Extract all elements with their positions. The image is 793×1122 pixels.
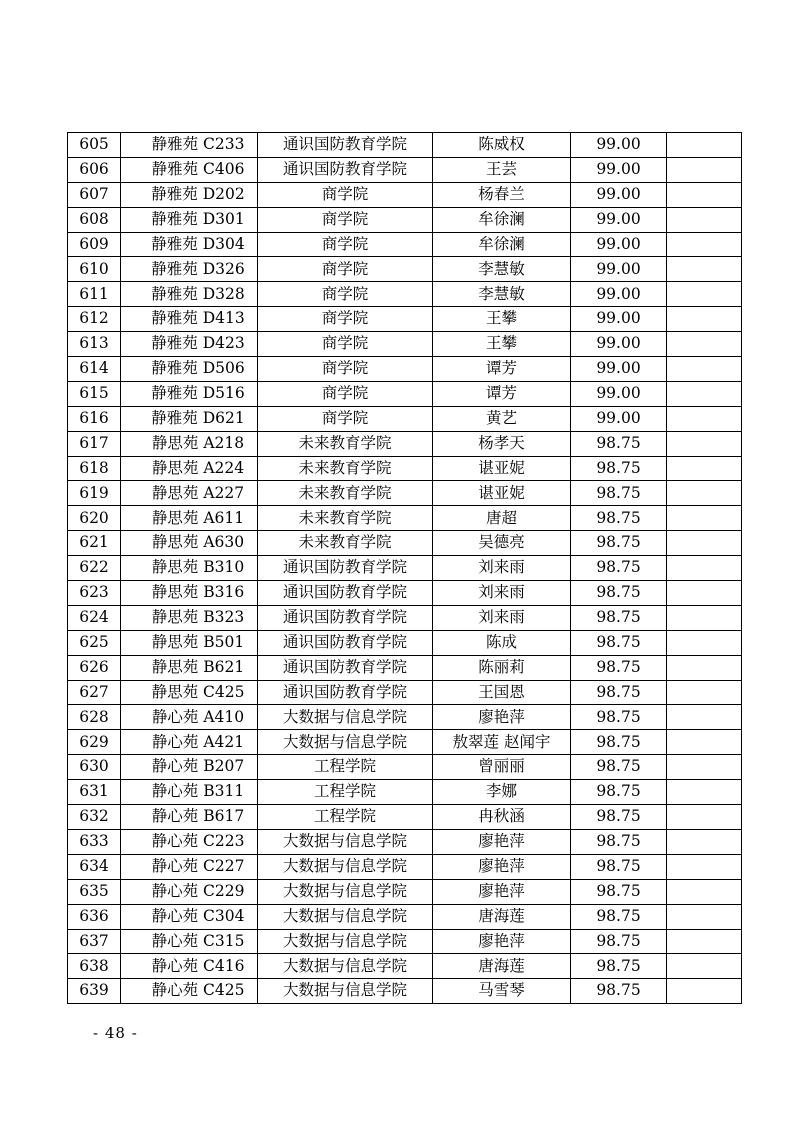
cell-person-name: 唐超 [433,506,571,531]
cell-dorm-room: 静心苑 B617 [121,805,258,830]
cell-score: 98.75 [571,929,667,954]
cell-number: 605 [68,133,121,158]
table-row [68,456,742,481]
cell-dorm-room: 静雅苑 C233 [121,133,258,158]
cell-college: 商学院 [258,406,433,431]
cell-score: 99.00 [571,182,667,207]
cell-dorm-room: 静思苑 A611 [121,506,258,531]
cell-note [667,780,742,805]
cell-dorm-room: 静思苑 B316 [121,581,258,606]
cell-dorm-room: 静雅苑 D304 [121,232,258,257]
cell-score: 99.00 [571,357,667,382]
table-row [68,232,742,257]
cell-number: 616 [68,406,121,431]
table-row [68,954,742,979]
cell-dorm-room: 静思苑 B621 [121,655,258,680]
table-row [68,780,742,805]
cell-person-name: 廖艳萍 [433,854,571,879]
cell-dorm-room: 静心苑 A421 [121,730,258,755]
cell-college: 商学院 [258,381,433,406]
cell-score: 99.00 [571,157,667,182]
cell-college: 工程学院 [258,755,433,780]
cell-dorm-room: 静思苑 C425 [121,680,258,705]
cell-college: 通识国防教育学院 [258,157,433,182]
cell-note [667,456,742,481]
cell-score: 98.75 [571,581,667,606]
cell-dorm-room: 静心苑 C223 [121,829,258,854]
cell-score: 99.00 [571,282,667,307]
cell-dorm-room: 静心苑 A410 [121,705,258,730]
cell-note [667,829,742,854]
cell-person-name: 敖翠莲 赵闻宇 [433,730,571,755]
cell-score: 98.75 [571,979,667,1004]
cell-number: 607 [68,182,121,207]
cell-score: 98.75 [571,431,667,456]
cell-note [667,182,742,207]
cell-score: 98.75 [571,456,667,481]
cell-person-name: 唐海莲 [433,954,571,979]
cell-score: 98.75 [571,680,667,705]
cell-number: 619 [68,481,121,506]
cell-score: 99.00 [571,257,667,282]
cell-number: 630 [68,755,121,780]
table-row [68,182,742,207]
cell-person-name: 陈威权 [433,133,571,158]
cell-college: 大数据与信息学院 [258,929,433,954]
page-number: - 48 - [93,1024,138,1042]
cell-person-name: 廖艳萍 [433,829,571,854]
cell-number: 609 [68,232,121,257]
cell-college: 大数据与信息学院 [258,954,433,979]
cell-score: 98.75 [571,829,667,854]
cell-note [667,954,742,979]
cell-number: 634 [68,854,121,879]
cell-score: 98.75 [571,854,667,879]
cell-number: 637 [68,929,121,954]
cell-number: 635 [68,879,121,904]
cell-note [667,431,742,456]
table-row [68,257,742,282]
cell-number: 614 [68,357,121,382]
table-row [68,655,742,680]
cell-college: 通识国防教育学院 [258,133,433,158]
cell-person-name: 李娜 [433,780,571,805]
cell-dorm-room: 静思苑 A630 [121,531,258,556]
table-row [68,531,742,556]
cell-dorm-room: 静心苑 C315 [121,929,258,954]
cell-dorm-room: 静心苑 C425 [121,979,258,1004]
cell-number: 629 [68,730,121,755]
cell-score: 98.75 [571,630,667,655]
cell-dorm-room: 静心苑 C229 [121,879,258,904]
cell-person-name: 牟徐澜 [433,207,571,232]
cell-note [667,929,742,954]
cell-score: 98.75 [571,531,667,556]
cell-person-name: 唐海莲 [433,904,571,929]
cell-college: 商学院 [258,257,433,282]
cell-person-name: 刘来雨 [433,556,571,581]
cell-number: 608 [68,207,121,232]
table-row [68,357,742,382]
cell-note [667,979,742,1004]
cell-score: 98.75 [571,904,667,929]
cell-college: 通识国防教育学院 [258,680,433,705]
cell-note [667,531,742,556]
cell-note [667,630,742,655]
cell-note [667,655,742,680]
cell-person-name: 谭芳 [433,381,571,406]
cell-person-name: 李慧敏 [433,282,571,307]
cell-note [667,805,742,830]
cell-person-name: 谌亚妮 [433,481,571,506]
table-row [68,581,742,606]
cell-score: 98.75 [571,481,667,506]
cell-college: 工程学院 [258,805,433,830]
table-row [68,406,742,431]
cell-person-name: 谭芳 [433,357,571,382]
cell-note [667,879,742,904]
cell-dorm-room: 静心苑 B207 [121,755,258,780]
cell-dorm-room: 静心苑 C416 [121,954,258,979]
cell-note [667,332,742,357]
cell-score: 98.75 [571,879,667,904]
cell-person-name: 王芸 [433,157,571,182]
cell-dorm-room: 静思苑 A218 [121,431,258,456]
cell-college: 未来教育学院 [258,481,433,506]
cell-number: 626 [68,655,121,680]
cell-dorm-room: 静雅苑 D328 [121,282,258,307]
table-row [68,307,742,332]
cell-dorm-room: 静雅苑 C406 [121,157,258,182]
cell-person-name: 黄艺 [433,406,571,431]
cell-person-name: 廖艳萍 [433,929,571,954]
cell-score: 99.00 [571,406,667,431]
table-row [68,481,742,506]
cell-number: 615 [68,381,121,406]
table-row [68,605,742,630]
cell-person-name: 杨春兰 [433,182,571,207]
cell-person-name: 王攀 [433,332,571,357]
cell-person-name: 谌亚妮 [433,456,571,481]
cell-score: 98.75 [571,605,667,630]
cell-number: 621 [68,531,121,556]
cell-college: 通识国防教育学院 [258,605,433,630]
cell-dorm-room: 静雅苑 D516 [121,381,258,406]
cell-number: 612 [68,307,121,332]
cell-score: 98.75 [571,556,667,581]
table-row [68,381,742,406]
table-row [68,854,742,879]
cell-note [667,556,742,581]
cell-number: 639 [68,979,121,1004]
cell-dorm-room: 静雅苑 D301 [121,207,258,232]
cell-note [667,705,742,730]
cell-note [667,257,742,282]
cell-college: 未来教育学院 [258,531,433,556]
table-row [68,929,742,954]
cell-college: 未来教育学院 [258,506,433,531]
cell-note [667,133,742,158]
cell-dorm-room: 静思苑 A227 [121,481,258,506]
table-row [68,705,742,730]
cell-note [667,357,742,382]
cell-person-name: 廖艳萍 [433,879,571,904]
table-body [68,133,742,1004]
cell-college: 商学院 [258,357,433,382]
cell-college: 通识国防教育学院 [258,556,433,581]
cell-person-name: 陈成 [433,630,571,655]
table-row [68,979,742,1004]
cell-college: 大数据与信息学院 [258,854,433,879]
cell-number: 606 [68,157,121,182]
cell-number: 633 [68,829,121,854]
cell-number: 638 [68,954,121,979]
cell-note [667,381,742,406]
table-row [68,282,742,307]
table-row [68,730,742,755]
cell-score: 98.75 [571,655,667,680]
cell-score: 98.75 [571,780,667,805]
table-row [68,332,742,357]
cell-person-name: 马雪琴 [433,979,571,1004]
cell-person-name: 刘来雨 [433,581,571,606]
table-row [68,133,742,158]
cell-note [667,232,742,257]
cell-college: 大数据与信息学院 [258,904,433,929]
cell-dorm-room: 静雅苑 D423 [121,332,258,357]
table-row [68,879,742,904]
cell-college: 商学院 [258,282,433,307]
cell-dorm-room: 静雅苑 D202 [121,182,258,207]
cell-college: 商学院 [258,332,433,357]
table-row [68,556,742,581]
table-row [68,630,742,655]
cell-college: 大数据与信息学院 [258,705,433,730]
cell-college: 通识国防教育学院 [258,655,433,680]
cell-college: 商学院 [258,207,433,232]
cell-note [667,904,742,929]
cell-number: 631 [68,780,121,805]
cell-person-name: 陈丽莉 [433,655,571,680]
cell-note [667,406,742,431]
table-row [68,904,742,929]
cell-college: 未来教育学院 [258,456,433,481]
cell-dorm-room: 静思苑 B501 [121,630,258,655]
cell-note [667,854,742,879]
cell-college: 工程学院 [258,780,433,805]
cell-dorm-room: 静雅苑 D506 [121,357,258,382]
cell-number: 622 [68,556,121,581]
cell-note [667,581,742,606]
table-row [68,829,742,854]
cell-number: 636 [68,904,121,929]
table-row [68,506,742,531]
cell-college: 大数据与信息学院 [258,829,433,854]
cell-college: 商学院 [258,307,433,332]
cell-college: 大数据与信息学院 [258,979,433,1004]
cell-number: 627 [68,680,121,705]
cell-dorm-room: 静思苑 B310 [121,556,258,581]
cell-college: 大数据与信息学院 [258,879,433,904]
cell-person-name: 冉秋涵 [433,805,571,830]
cell-dorm-room: 静雅苑 D621 [121,406,258,431]
cell-number: 611 [68,282,121,307]
cell-number: 624 [68,605,121,630]
cell-note [667,680,742,705]
cell-number: 623 [68,581,121,606]
cell-score: 98.75 [571,954,667,979]
cell-number: 620 [68,506,121,531]
cell-score: 99.00 [571,133,667,158]
cell-note [667,207,742,232]
cell-person-name: 王国恩 [433,680,571,705]
cell-college: 通识国防教育学院 [258,581,433,606]
table-row [68,207,742,232]
table-row [68,157,742,182]
cell-person-name: 牟徐澜 [433,232,571,257]
table-row [68,680,742,705]
cell-number: 628 [68,705,121,730]
cell-score: 98.75 [571,730,667,755]
cell-college: 大数据与信息学院 [258,730,433,755]
table-row [68,805,742,830]
cell-dorm-room: 静思苑 B323 [121,605,258,630]
cell-person-name: 廖艳萍 [433,705,571,730]
cell-dorm-room: 静心苑 B311 [121,780,258,805]
cell-person-name: 曾丽丽 [433,755,571,780]
cell-dorm-room: 静心苑 C304 [121,904,258,929]
cell-number: 610 [68,257,121,282]
dormitory-score-table [67,132,742,1004]
cell-score: 99.00 [571,307,667,332]
cell-note [667,157,742,182]
cell-score: 99.00 [571,232,667,257]
cell-dorm-room: 静思苑 A224 [121,456,258,481]
cell-college: 未来教育学院 [258,431,433,456]
cell-note [667,605,742,630]
table-row [68,431,742,456]
cell-note [667,282,742,307]
cell-dorm-room: 静雅苑 D326 [121,257,258,282]
cell-note [667,307,742,332]
cell-person-name: 杨孝天 [433,431,571,456]
cell-score: 98.75 [571,705,667,730]
cell-person-name: 刘来雨 [433,605,571,630]
cell-college: 商学院 [258,182,433,207]
cell-score: 99.00 [571,381,667,406]
cell-score: 98.75 [571,506,667,531]
cell-note [667,755,742,780]
cell-score: 99.00 [571,207,667,232]
table-row [68,755,742,780]
cell-note [667,506,742,531]
cell-score: 99.00 [571,332,667,357]
cell-number: 617 [68,431,121,456]
cell-person-name: 李慧敏 [433,257,571,282]
cell-college: 通识国防教育学院 [258,630,433,655]
cell-person-name: 吴德亮 [433,531,571,556]
cell-number: 618 [68,456,121,481]
cell-number: 613 [68,332,121,357]
cell-college: 商学院 [258,232,433,257]
cell-score: 98.75 [571,755,667,780]
cell-number: 632 [68,805,121,830]
cell-person-name: 王攀 [433,307,571,332]
cell-note [667,481,742,506]
cell-dorm-room: 静雅苑 D413 [121,307,258,332]
cell-note [667,730,742,755]
cell-number: 625 [68,630,121,655]
cell-score: 98.75 [571,805,667,830]
cell-dorm-room: 静心苑 C227 [121,854,258,879]
